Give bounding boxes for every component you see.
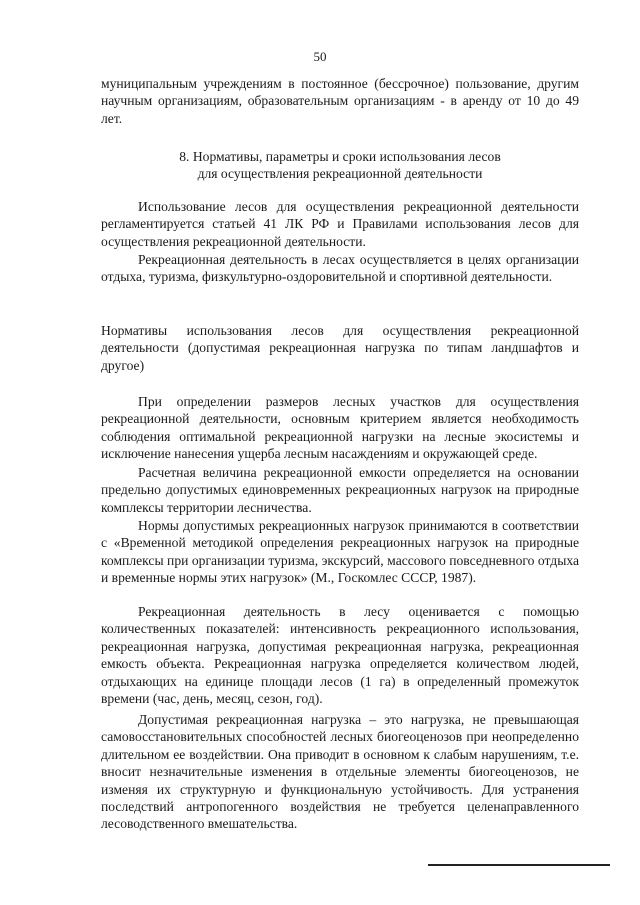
section-heading-line2: для осуществления рекреационной деятельности — [197, 166, 483, 182]
intro-paragraph: муниципальным учреждениям в постоянное (бессрочное) пользование, другим научным организациям, образовательным организациям - в аренду от 10 до 49 лет. — [101, 76, 579, 126]
paragraph-5: Нормы допустимых рекреационных нагрузок принимаются в соответствии с «Временной методикой определения рекреационных нагрузок на природные комплексы при организации туризма, экскурсий, массового повседневного отдыха и временные нормы этих нагрузок» (М., Госкомлес СССР, 1987). — [101, 518, 579, 586]
paragraph-6: Рекреационная деятельность в лесу оценивается с помощью количественных показателей: интенсивность рекреационного использования, рекреационная нагрузка, допустимая рекреационная нагрузка, рекреационная емкость объекта. Рекреационная нагрузка определяется количеством людей, отдыхающих на единице площади лесов (1 га) в определенный промежуток времени (час, день, месяц, сезон, год). — [101, 604, 579, 707]
section-heading-line1: 8. Нормативы, параметры и сроки использования лесов — [179, 149, 501, 164]
paragraph-7: Допустимая рекреационная нагрузка – это нагрузка, не превышающая самовосстановительных способностей лесных биогеоценозов при неопределенно длительном ее воздействии. Она приводит в основном к слабым нарушениям, т.е. вносит незначительные изменения в отдельные элементы биогеоценозов, не изменяя их структурную и функциональную устойчивость. Для устранения последствий антропогенного воздействия не требуется целенаправленного лесоводственного вмешательства. — [101, 712, 579, 832]
paragraph-1: Использование лесов для осуществления рекреационной деятельности регламентируется статьей 41 ЛК РФ и Правилами использования лесов для осуществления рекреационной деятельности. — [101, 199, 579, 249]
footer-rule — [428, 864, 610, 866]
page-number: 50 — [313, 49, 327, 64]
section-heading — [101, 148, 579, 183]
norms-subheading: Нормативы использования лесов для осуществления рекреационной деятельности (допустимая рекреационная нагрузка по типам ландшафтов и другое) — [101, 323, 579, 373]
paragraph-4: Расчетная величина рекреационной емкости определяется на основании предельно допустимых единовременных рекреационных нагрузок на природные комплексы территории лесничества. — [101, 465, 579, 515]
paragraph-2: Рекреационная деятельность в лесах осуществляется в целях организации отдыха, туризма, физкультурно-оздоровительной и спортивной деятельности. — [101, 252, 579, 285]
paragraph-3: При определении размеров лесных участков для осуществления рекреационной деятельности, основным критерием является необходимость соблюдения оптимальной рекреационной нагрузки на лесные экосистемы и исключение нанесения ущерба лесным насаждениям и окружающей среде. — [101, 394, 579, 462]
